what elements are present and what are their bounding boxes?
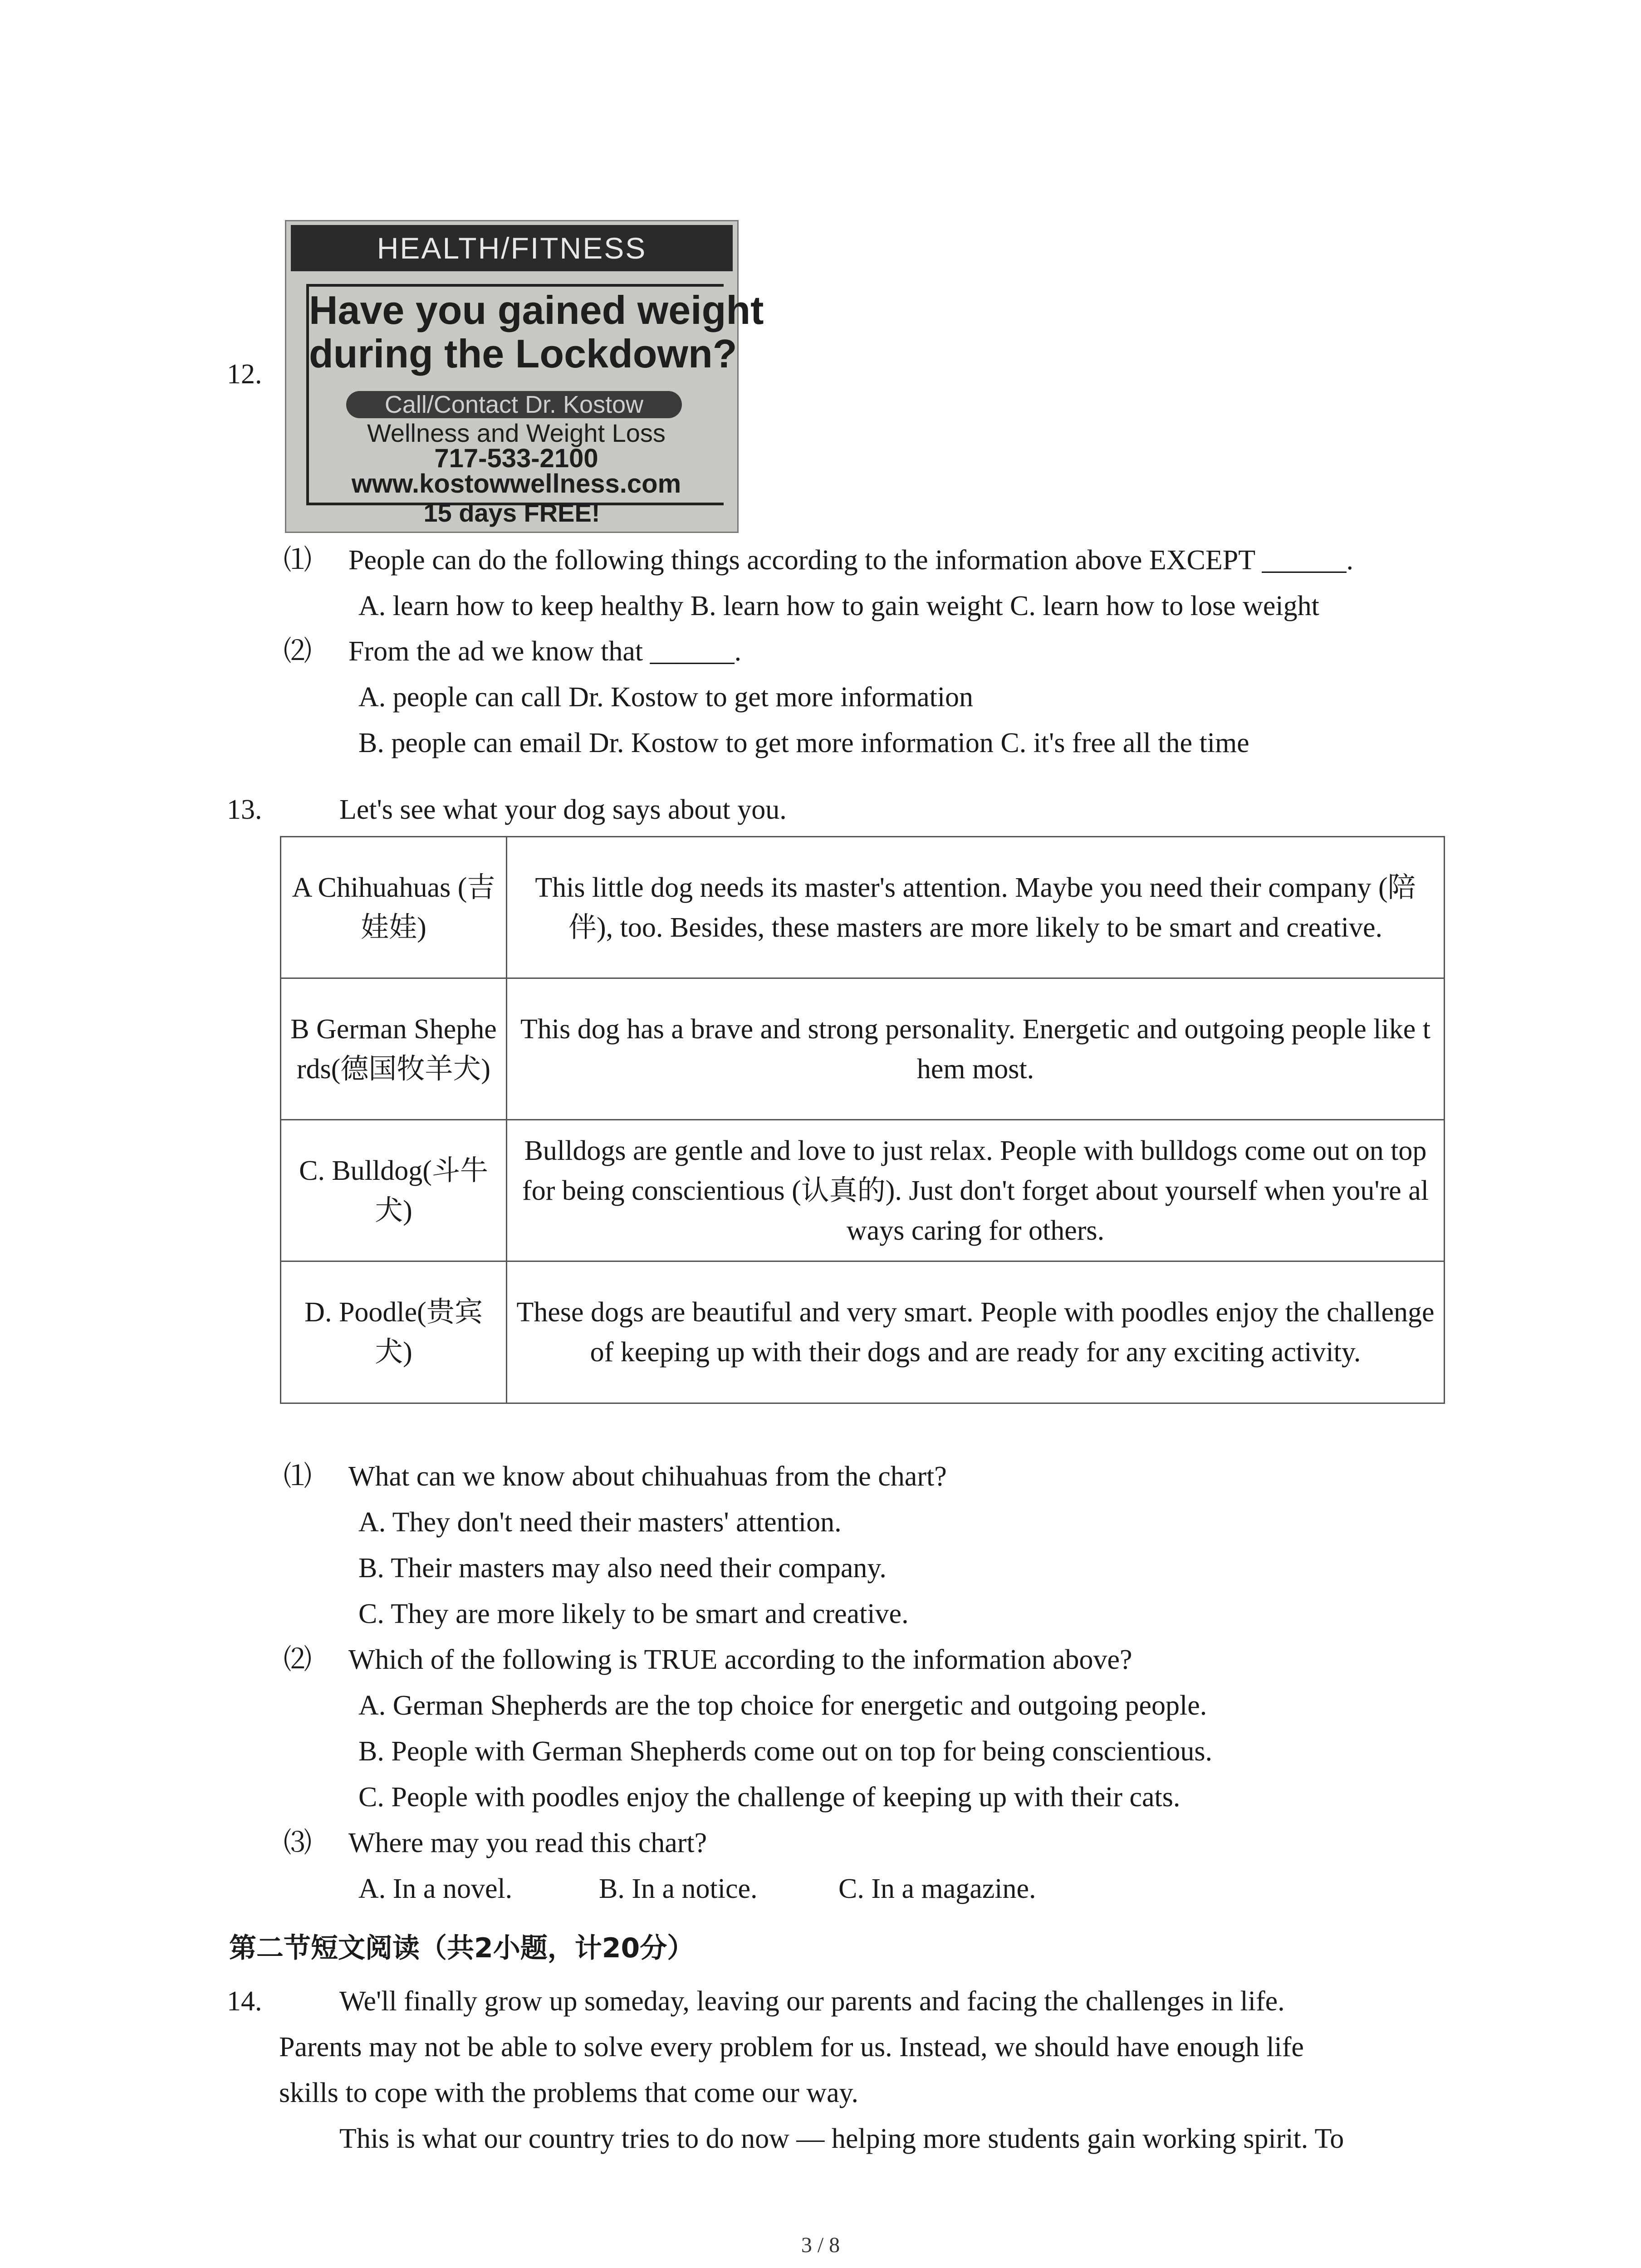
question-number-12: 12. — [227, 359, 262, 390]
answer-option-a: A. They don't need their masters' attention. — [358, 1507, 842, 1538]
dog-description-cell: These dogs are beautiful and very smart. People with poodles enjoy the challenge of keeping up with their dogs and are ready for any exciting activity. — [507, 1261, 1445, 1403]
answer-option-b: B. Their masters may also need their company. — [358, 1553, 887, 1584]
question-number-14: 14. — [227, 1986, 262, 2017]
passage-line: This is what our country tries to do now — helping more students gain working spirit. To — [339, 2123, 1344, 2154]
dog-breed-cell: B German Shepherds(德国牧羊犬) — [281, 978, 507, 1120]
ad-frame — [306, 284, 764, 505]
dog-breed-cell: C. Bulldog(斗牛犬) — [281, 1120, 507, 1261]
ad-header: HEALTH/FITNESS — [291, 225, 733, 271]
ad-title-line2: during the Lockdown? — [309, 331, 737, 376]
sub-question-number: ⑵ — [284, 636, 312, 667]
answer-options-bc: B. people can email Dr. Kostow to get more information C. it's free all the time — [358, 728, 1249, 758]
table-row — [281, 1120, 1445, 1261]
question-number-13: 13. — [227, 794, 262, 825]
sub-question-number: ⑶ — [284, 1828, 312, 1858]
ad-title-line1: Have you gained weight — [309, 288, 764, 332]
dog-breed-cell: D. Poodle(贵宾犬) — [281, 1261, 507, 1403]
question-text: Where may you read this chart? — [348, 1828, 707, 1858]
answer-option-a: A. German Shepherds are the top choice for energetic and outgoing people. — [358, 1690, 1207, 1721]
answer-option-c: C. They are more likely to be smart and creative. — [358, 1598, 909, 1629]
sub-question-number: ⑴ — [284, 1461, 312, 1492]
ad-phone: 717-533-2100 — [434, 444, 598, 473]
passage-line: skills to cope with the problems that come our way. — [279, 2077, 859, 2108]
table-row — [281, 837, 1445, 978]
dog-description-cell: Bulldogs are gentle and love to just relax. People with bulldogs come out on top for being conscientious (认真的). Just don't forget about yourself when you're always caring for others. — [507, 1120, 1445, 1261]
dog-personality-table — [280, 836, 1445, 1404]
advertisement-image — [285, 220, 764, 533]
answer-option-a: A. people can call Dr. Kostow to get more information — [358, 682, 974, 713]
table-row — [281, 1261, 1445, 1403]
sub-question-number: ⑴ — [284, 545, 312, 576]
question-intro: Let's see what your dog says about you. — [339, 794, 787, 825]
answer-option-b: B. People with German Shepherds come out on top for being conscientious. — [358, 1736, 1213, 1767]
question-text: Which of the following is TRUE according to the information above? — [348, 1644, 1132, 1675]
question-text: People can do the following things according to the information above EXCEPT ______. — [348, 545, 1353, 576]
ad-offer: 15 days FREE! — [423, 499, 600, 527]
dog-description-cell: This dog has a brave and strong personality. Energetic and outgoing people like them most. — [507, 978, 1445, 1120]
sub-question-number: ⑵ — [284, 1644, 312, 1675]
question-text: From the ad we know that ______. — [348, 636, 742, 667]
answer-option-b: B. In a notice. — [599, 1873, 758, 1904]
passage-line: Parents may not be able to solve every problem for us. Instead, we should have enough life — [279, 2032, 1304, 2063]
ad-website: www.kostowwellness.com — [351, 469, 681, 499]
answer-option-a: A. In a novel. — [358, 1873, 513, 1904]
section-heading: 第二节短文阅读（共2小题，计20分） — [229, 1932, 695, 1964]
answer-option-c: C. People with poodles enjoy the challenge of keeping up with their cats. — [358, 1782, 1181, 1813]
passage-line: We'll finally grow up someday, leaving our parents and facing the challenges in life. — [339, 1986, 1285, 2017]
question-text: What can we know about chihuahuas from the chart? — [348, 1461, 947, 1492]
answer-option-c: C. In a magazine. — [838, 1873, 1036, 1904]
answer-options: A. learn how to keep healthy B. learn how to gain weight C. learn how to lose weight — [358, 591, 1319, 621]
dog-description-cell: This little dog needs its master's attention. Maybe you need their company (陪伴), too. Besides, these masters are more likely to be smart and creative. — [507, 837, 1445, 978]
page-number: 3 / 8 — [801, 2233, 840, 2257]
table-row — [281, 978, 1445, 1120]
ad-contact: Call/Contact Dr. Kostow — [346, 391, 682, 418]
dog-breed-cell: A Chihuahuas (吉娃娃) — [281, 837, 507, 978]
ad-service: Wellness and Weight Loss — [367, 419, 666, 447]
